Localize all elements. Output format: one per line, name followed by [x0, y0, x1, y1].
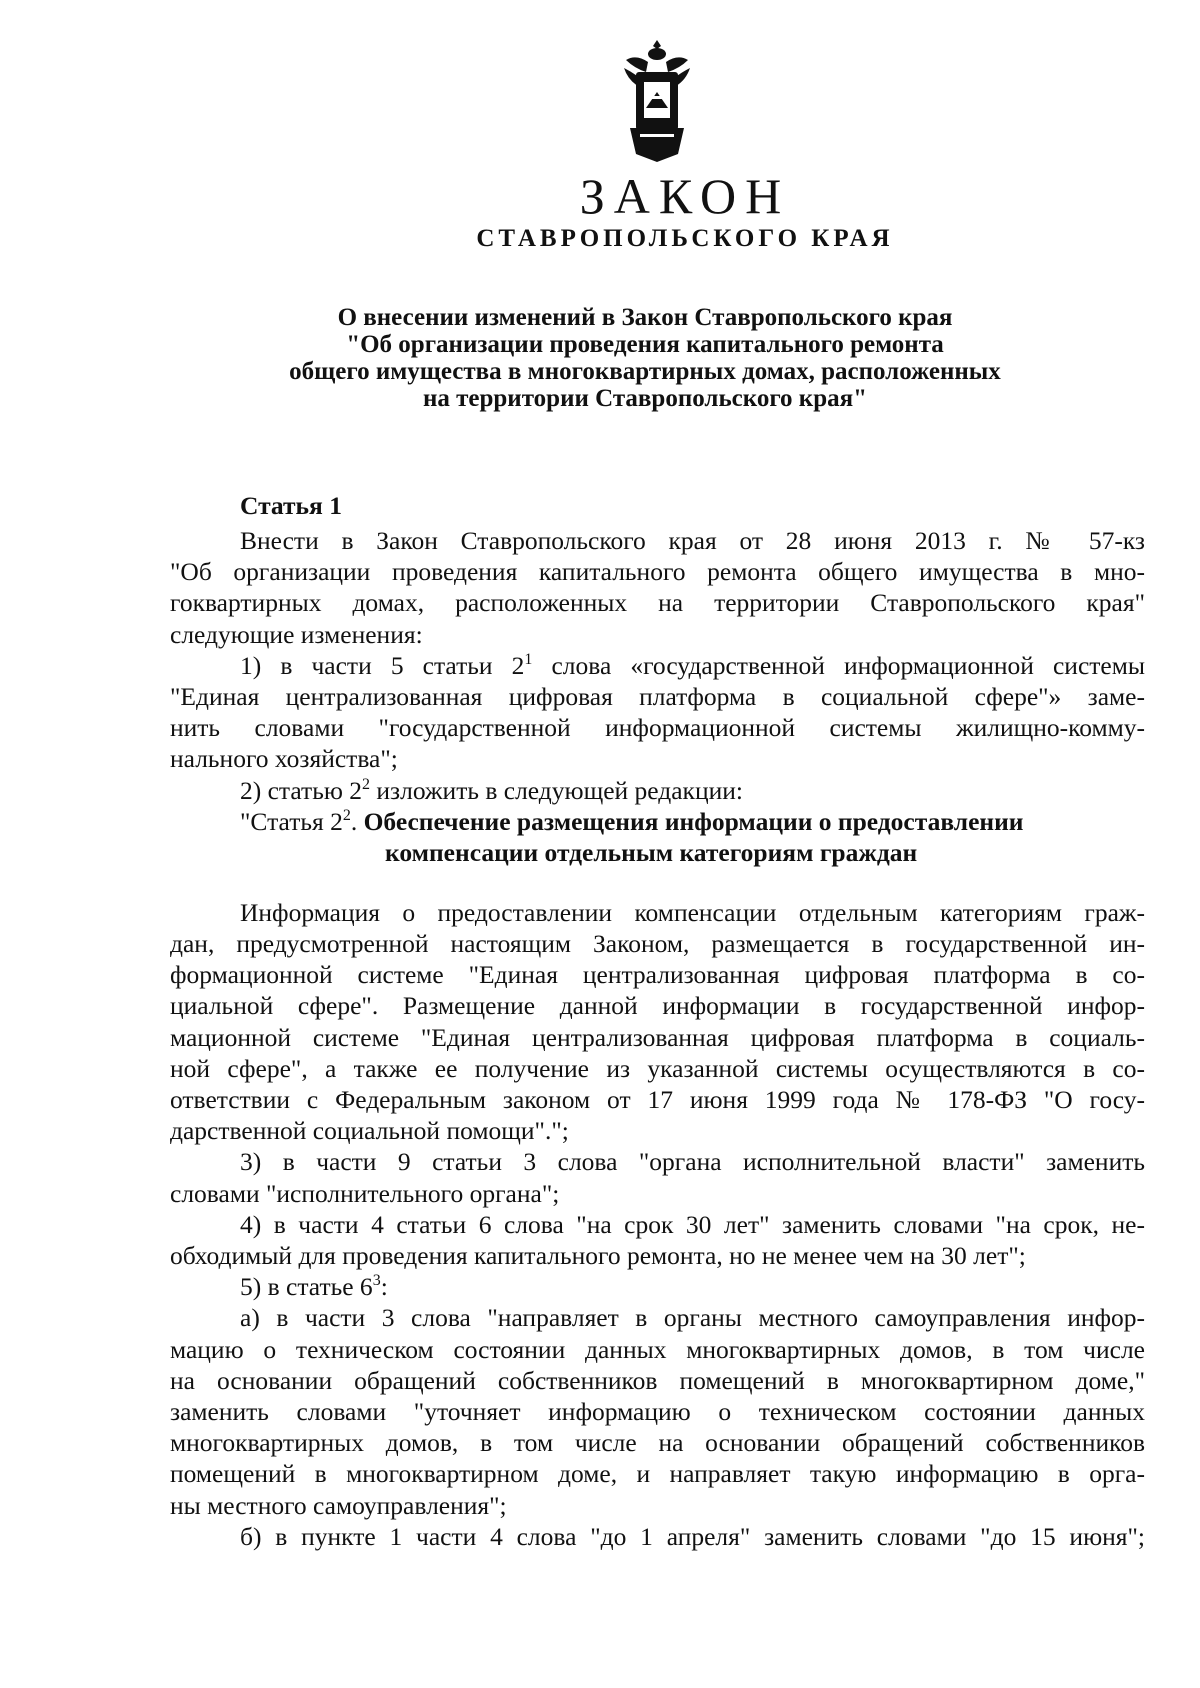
law-title: ЗАКОН: [579, 168, 791, 224]
list-item-2: 2) статью $2^2$ изложить в следующей редакции:: [240, 775, 743, 805]
list-item-5: 5) в статье $6^3$:: [240, 1272, 388, 1302]
text-line: обходимый для проведения капитального ремонта, но не менее чем на 30 лет";: [170, 1241, 1026, 1271]
coat-of-arms-icon: [620, 38, 694, 162]
text-line: ной сфере", а также ее получение из указанной системы осуществляются в со-: [170, 1053, 1145, 1083]
sub-article-heading: "Статья $2^2$. Обеспечение размещения информации о предоставлении компенсации отдельным категориям граждан: [240, 806, 1024, 867]
article-body: [170, 490, 1145, 1552]
text-line: Информация о предоставлении компенсации отдельным категориям граж-: [240, 897, 1145, 927]
list-item-5a: а) в части 3 слова "направляет в органы местного самоуправления инфор-: [240, 1303, 1145, 1333]
text-line: дан, предусмотренной настоящим Законом, размещается в государственной ин-: [170, 929, 1145, 959]
text-line: мационной системе "Единая централизованная цифровая платформа в социаль-: [170, 1022, 1145, 1052]
text-line: помещений в многоквартирном доме, и направляет такую информацию в орга-: [170, 1459, 1145, 1489]
text-line: следующие изменения:: [170, 619, 423, 649]
text-line: "Об организации проведения капитального ремонта общего имущества в мно-: [170, 557, 1145, 587]
text-line: ны местного самоуправления";: [170, 1490, 507, 1520]
text-line: нить словами "государственной информационной системы жилищно-комму-: [170, 713, 1145, 743]
region-title: СТАВРОПОЛЬСКОГО КРАЯ: [476, 225, 894, 252]
text-line: заменить словами "уточняет информацию о техническом состоянии данных: [170, 1397, 1145, 1427]
law-subject: [250, 304, 1040, 412]
text-line: Внести в Закон Ставропольского края от 28 июня 2013 г. № 57-кз: [240, 526, 1145, 555]
list-item-3: 3) в части 9 статьи 3 слова "органа исполнительной власти" заменить: [240, 1147, 1145, 1177]
text-line: нального хозяйства";: [170, 744, 398, 774]
text-line: "Единая централизованная цифровая платформа в социальной сфере"» заме-: [170, 682, 1145, 712]
subject-line: О внесении изменений в Закон Ставропольского края: [337, 304, 953, 331]
text-line: ответствии с Федеральным законом от 17 июня 1999 года № 178-ФЗ "О госу-: [170, 1085, 1145, 1115]
text-line: дарственной социальной помощи".";: [170, 1116, 569, 1146]
text-line: гоквартирных домах, расположенных на территории Ставропольского края": [170, 588, 1145, 618]
subject-line: на территории Ставропольского края": [422, 385, 868, 412]
text-line: циальной сфере". Размещение данной информации в государственной инфор-: [170, 991, 1145, 1021]
list-item-4: 4) в части 4 статьи 6 слова "на срок 30 лет" заменить словами "на срок, не-: [240, 1209, 1145, 1239]
text-line: словами "исполнительного органа";: [170, 1178, 560, 1208]
subject-line: общего имущества в многоквартирных домах, расположенных: [289, 358, 1001, 385]
text-line: мацию о техническом состоянии данных многоквартирных домов, в том числе: [170, 1334, 1145, 1364]
list-item-5b: б) в пункте 1 части 4 слова "до 1 апреля" заменить словами "до 15 июня";: [240, 1521, 1145, 1551]
article-heading: Статья 1: [240, 491, 342, 520]
list-item-1: 1) в части 5 статьи $2^1$ слова «государственной информационной системы: [240, 650, 1145, 680]
subject-line: "Об организации проведения капитального ремонта: [346, 331, 944, 358]
text-line: формационной системе "Единая централизованная цифровая платформа в со-: [170, 960, 1145, 990]
text-line: на основании обращений собственников помещений в многоквартирном доме,": [170, 1365, 1145, 1395]
text-line: многоквартирных домов, в том числе на основании обращений собственников: [170, 1428, 1145, 1458]
